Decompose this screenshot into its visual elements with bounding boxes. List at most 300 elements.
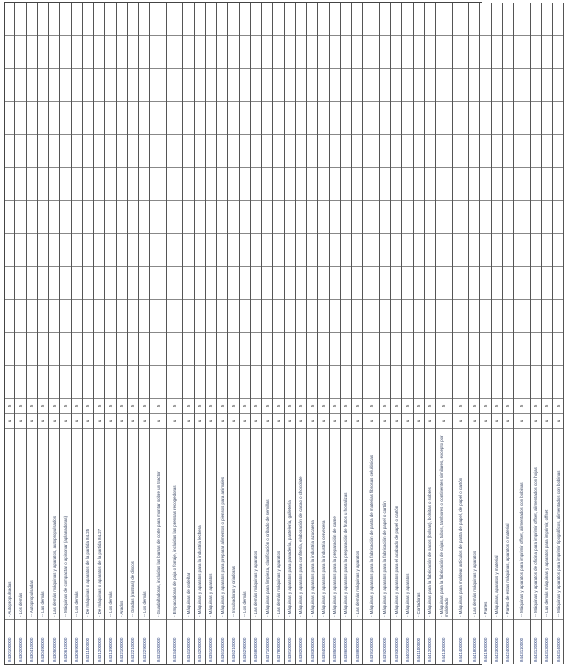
empty-cell <box>228 266 238 299</box>
empty-cell <box>402 233 412 266</box>
empty-cell <box>195 332 205 365</box>
empty-cell <box>503 266 513 299</box>
rate-cell: 5 <box>514 398 530 413</box>
empty-cell <box>38 35 48 68</box>
empty-cell <box>414 233 424 266</box>
description-cell: - Empacadoras de paja o forraje, incluidas las prensas recogedoras <box>167 428 183 619</box>
rate-cell: 5 <box>167 398 183 413</box>
empty-cell <box>217 365 227 398</box>
empty-cell <box>352 233 362 266</box>
empty-cell <box>83 365 93 398</box>
empty-cell <box>514 200 530 233</box>
empty-cell <box>15 200 25 233</box>
empty-cell <box>453 365 469 398</box>
unit-cell: u <box>273 413 283 428</box>
empty-cell <box>49 167 59 200</box>
empty-cell <box>330 3 340 35</box>
rate-cell: 5 <box>94 398 104 413</box>
table-row <box>318 3 329 664</box>
tariff-code-cell: 8438100000 <box>285 619 295 664</box>
empty-cell <box>414 365 424 398</box>
tariff-code-cell: 8438800000 <box>352 619 362 664</box>
empty-cell <box>49 266 59 299</box>
empty-cell <box>436 167 452 200</box>
empty-cell <box>5 332 14 365</box>
table-row <box>330 3 341 664</box>
empty-cell <box>469 167 479 200</box>
empty-cell <box>318 365 328 398</box>
table-row <box>469 3 480 664</box>
empty-cell <box>425 35 435 68</box>
empty-cell <box>150 3 166 35</box>
empty-cell <box>139 101 149 134</box>
empty-cell <box>453 266 469 299</box>
empty-cell <box>83 3 93 35</box>
tariff-code-cell: 8441400000 <box>453 619 469 664</box>
unit-cell: u <box>228 413 238 428</box>
table-row <box>363 3 380 664</box>
empty-cell <box>402 200 412 233</box>
empty-cell <box>49 332 59 365</box>
empty-cell <box>318 332 328 365</box>
description-cell: - Máquinas y aparatos para la industria cervecera <box>318 428 328 619</box>
empty-cell <box>330 167 340 200</box>
rate-cell: 5 <box>251 398 261 413</box>
empty-cell <box>83 299 93 332</box>
table-row <box>83 3 94 664</box>
rate-cell: 5 <box>296 398 306 413</box>
empty-cell <box>15 299 25 332</box>
empty-cell <box>38 134 48 167</box>
empty-cell <box>380 101 390 134</box>
empty-cell <box>436 134 452 167</box>
empty-cell <box>195 266 205 299</box>
empty-cell <box>195 35 205 68</box>
empty-cell <box>273 266 283 299</box>
empty-cell <box>49 101 59 134</box>
empty-cell <box>228 134 238 167</box>
empty-cell <box>228 167 238 200</box>
empty-cell <box>183 365 193 398</box>
empty-cell <box>273 35 283 68</box>
empty-cell <box>27 134 37 167</box>
empty-cell <box>330 68 340 101</box>
rate-cell: 5 <box>480 398 490 413</box>
empty-cell <box>105 299 115 332</box>
empty-cell <box>60 134 70 167</box>
table-row <box>105 3 116 664</box>
empty-cell <box>5 167 14 200</box>
unit-cell: u <box>391 413 401 428</box>
empty-cell <box>38 266 48 299</box>
empty-cell <box>453 233 469 266</box>
empty-cell <box>150 167 166 200</box>
empty-cell <box>492 200 502 233</box>
rate-cell: 5 <box>553 398 563 413</box>
empty-cell <box>217 332 227 365</box>
empty-cell <box>94 332 104 365</box>
table-row <box>514 3 531 664</box>
empty-cell <box>363 365 379 398</box>
empty-cell <box>240 101 250 134</box>
description-cell: - Las demás máquinas y aparatos <box>352 428 362 619</box>
table-row <box>553 3 564 664</box>
description-cell: - Máquinas y aparatos para preparar alimentos o piensos para animales <box>217 428 227 619</box>
empty-cell <box>15 233 25 266</box>
rate-cell: 5 <box>352 398 362 413</box>
empty-cell <box>15 266 25 299</box>
tariff-code-cell: 8431390000 <box>105 619 115 664</box>
empty-cell <box>117 35 127 68</box>
empty-cell <box>285 35 295 68</box>
rate-cell: 5 <box>273 398 283 413</box>
table-row <box>38 3 49 664</box>
unit-cell: u <box>15 413 25 428</box>
empty-cell <box>167 332 183 365</box>
empty-cell <box>414 299 424 332</box>
table-row <box>228 3 239 664</box>
empty-cell <box>330 200 340 233</box>
empty-cell <box>514 3 530 35</box>
empty-cell <box>94 68 104 101</box>
table-row <box>139 3 150 664</box>
unit-cell: u <box>240 413 250 428</box>
empty-cell <box>228 200 238 233</box>
empty-cell <box>391 266 401 299</box>
tariff-code-cell: 8438600000 <box>341 619 351 664</box>
table-row <box>492 3 503 664</box>
empty-cell <box>38 299 48 332</box>
empty-cell <box>217 167 227 200</box>
empty-cell <box>60 332 70 365</box>
rate-cell: 5 <box>60 398 70 413</box>
empty-cell <box>49 134 59 167</box>
empty-cell <box>341 68 351 101</box>
empty-cell <box>514 233 530 266</box>
table-row <box>217 3 228 664</box>
empty-cell <box>341 35 351 68</box>
empty-cell <box>240 266 250 299</box>
empty-cell <box>402 101 412 134</box>
rate-cell: 5 <box>469 398 479 413</box>
empty-cell <box>251 266 261 299</box>
empty-cell <box>307 332 317 365</box>
unit-cell: u <box>117 413 127 428</box>
empty-cell <box>72 266 82 299</box>
tariff-code-cell: 8430490000 <box>38 619 48 664</box>
empty-cell <box>480 134 490 167</box>
tariff-code-cell: 8431200000 <box>94 619 104 664</box>
empty-cell <box>480 68 490 101</box>
empty-cell <box>262 266 272 299</box>
empty-cell <box>453 200 469 233</box>
unit-cell: u <box>542 413 552 428</box>
empty-cell <box>117 200 127 233</box>
empty-cell <box>128 200 138 233</box>
unit-cell: u <box>206 413 216 428</box>
empty-cell <box>436 299 452 332</box>
empty-cell <box>262 299 272 332</box>
empty-cell <box>330 233 340 266</box>
empty-cell <box>128 167 138 200</box>
description-cell: - Partes de estas máquinas, aparatos o material <box>503 428 513 619</box>
empty-cell <box>206 35 216 68</box>
empty-cell <box>195 3 205 35</box>
description-cell: - Máquinas, aparatos y material <box>492 428 502 619</box>
empty-cell <box>380 365 390 398</box>
empty-cell <box>436 365 452 398</box>
rate-cell: 5 <box>542 398 552 413</box>
empty-cell <box>117 233 127 266</box>
rate-cell: 5 <box>105 398 115 413</box>
empty-cell <box>352 35 362 68</box>
description-cell: - Máquinas y aparatos para panadería, pastelería, galletería <box>285 428 295 619</box>
empty-cell <box>492 299 502 332</box>
empty-cell <box>117 101 127 134</box>
description-cell: - Máquinas y aparatos para la preparación de carne <box>330 428 340 619</box>
empty-cell <box>503 200 513 233</box>
empty-cell <box>514 332 530 365</box>
empty-cell <box>5 101 14 134</box>
tariff-code-cell: 8441800000 <box>469 619 479 664</box>
tariff-code-cell: 8440100000 <box>402 619 412 664</box>
empty-cell <box>363 299 379 332</box>
empty-cell <box>296 68 306 101</box>
rate-cell: 5 <box>139 398 149 413</box>
empty-cell <box>150 68 166 101</box>
description-cell: -- Los demás <box>240 428 250 619</box>
unit-cell: u <box>296 413 306 428</box>
tariff-code-cell: 8439300000 <box>391 619 401 664</box>
empty-cell <box>402 134 412 167</box>
empty-cell <box>425 200 435 233</box>
tariff-code-cell: 8430610000 <box>60 619 70 664</box>
empty-cell <box>105 35 115 68</box>
empty-cell <box>542 233 552 266</box>
empty-cell <box>167 299 183 332</box>
empty-cell <box>352 134 362 167</box>
empty-cell <box>251 35 261 68</box>
empty-cell <box>330 266 340 299</box>
rate-cell: 5 <box>49 398 59 413</box>
empty-cell <box>262 200 272 233</box>
empty-cell <box>363 233 379 266</box>
unit-cell: u <box>150 413 166 428</box>
empty-cell <box>330 365 340 398</box>
empty-cell <box>553 266 563 299</box>
table-row <box>240 3 251 664</box>
description-cell: - Las demás máquinas y aparatos <box>251 428 261 619</box>
rate-cell: 5 <box>83 398 93 413</box>
empty-cell <box>469 266 479 299</box>
empty-cell <box>425 68 435 101</box>
empty-cell <box>262 68 272 101</box>
empty-cell <box>402 266 412 299</box>
empty-cell <box>469 233 479 266</box>
empty-cell <box>60 233 70 266</box>
empty-cell <box>240 167 250 200</box>
empty-cell <box>307 365 317 398</box>
empty-cell <box>94 3 104 35</box>
empty-cell <box>206 365 216 398</box>
empty-cell <box>503 101 513 134</box>
empty-cell <box>273 3 283 35</box>
empty-cell <box>425 266 435 299</box>
empty-cell <box>217 266 227 299</box>
empty-cell <box>49 233 59 266</box>
empty-cell <box>307 233 317 266</box>
empty-cell <box>425 167 435 200</box>
empty-cell <box>240 200 250 233</box>
empty-cell <box>206 101 216 134</box>
rate-cell: 5 <box>38 398 48 413</box>
empty-cell <box>285 3 295 35</box>
empty-cell <box>330 134 340 167</box>
table-row <box>380 3 391 664</box>
empty-cell <box>72 332 82 365</box>
empty-cell <box>167 233 183 266</box>
description-cell: - Máquinas de ordeñar <box>183 428 193 619</box>
description-cell: - Cortadoras <box>414 428 424 619</box>
tariff-code-cell: 8436210000 <box>228 619 238 664</box>
empty-cell <box>480 266 490 299</box>
description-cell: -- Gradas (rastras) de discos <box>128 428 138 619</box>
empty-cell <box>5 200 14 233</box>
empty-cell <box>425 3 435 35</box>
unit-cell: u <box>318 413 328 428</box>
empty-cell <box>469 134 479 167</box>
empty-cell <box>425 233 435 266</box>
empty-cell <box>436 68 452 101</box>
empty-cell <box>262 233 272 266</box>
empty-cell <box>553 200 563 233</box>
rate-cell: 5 <box>285 398 295 413</box>
empty-cell <box>469 200 479 233</box>
empty-cell <box>492 68 502 101</box>
empty-cell <box>285 266 295 299</box>
empty-cell <box>273 101 283 134</box>
empty-cell <box>341 299 351 332</box>
rate-cell: 5 <box>436 398 452 413</box>
empty-cell <box>183 134 193 167</box>
empty-cell <box>105 101 115 134</box>
empty-cell <box>307 200 317 233</box>
empty-cell <box>402 68 412 101</box>
empty-cell <box>503 134 513 167</box>
empty-cell <box>352 167 362 200</box>
description-cell: -- Máquinas y aparatos de oficina para imprimir offset, alimentados con hojas <box>531 428 541 619</box>
empty-cell <box>150 35 166 68</box>
empty-cell <box>150 134 166 167</box>
tariff-code-cell: 8430410000 <box>27 619 37 664</box>
description-cell: - Guadañadoras, incluidas las barras de corte para montar sobre un tractor <box>150 428 166 619</box>
unit-cell: u <box>49 413 59 428</box>
empty-cell <box>228 299 238 332</box>
empty-cell <box>425 101 435 134</box>
empty-cell <box>352 3 362 35</box>
description-cell: - Arados <box>117 428 127 619</box>
table-row <box>206 3 217 664</box>
empty-cell <box>414 200 424 233</box>
tariff-code-cell: 8438300000 <box>307 619 317 664</box>
empty-cell <box>380 167 390 200</box>
empty-cell <box>240 134 250 167</box>
empty-cell <box>514 134 530 167</box>
empty-cell <box>414 101 424 134</box>
empty-cell <box>480 299 490 332</box>
empty-cell <box>531 35 541 68</box>
empty-cell <box>139 68 149 101</box>
empty-cell <box>150 101 166 134</box>
rate-cell: 5 <box>380 398 390 413</box>
empty-cell <box>128 299 138 332</box>
empty-cell <box>402 35 412 68</box>
empty-cell <box>380 233 390 266</box>
empty-cell <box>318 167 328 200</box>
empty-cell <box>542 101 552 134</box>
empty-cell <box>531 200 541 233</box>
empty-cell <box>94 200 104 233</box>
empty-cell <box>49 68 59 101</box>
empty-cell <box>352 365 362 398</box>
empty-cell <box>195 68 205 101</box>
rate-cell: 5 <box>492 398 502 413</box>
description-cell: - Las demás máquinas y aparatos <box>273 428 283 619</box>
empty-cell <box>105 3 115 35</box>
empty-cell <box>296 233 306 266</box>
empty-cell <box>167 200 183 233</box>
empty-cell <box>15 134 25 167</box>
empty-cell <box>542 365 552 398</box>
empty-cell <box>531 332 541 365</box>
empty-cell <box>217 35 227 68</box>
empty-cell <box>72 134 82 167</box>
empty-cell <box>206 200 216 233</box>
tariff-code-cell: 8441200000 <box>425 619 435 664</box>
unit-cell: u <box>195 413 205 428</box>
unit-cell: u <box>139 413 149 428</box>
rate-cell: 5 <box>117 398 127 413</box>
empty-cell <box>503 233 513 266</box>
rate-cell: 5 <box>414 398 424 413</box>
empty-cell <box>15 167 25 200</box>
empty-cell <box>38 68 48 101</box>
tariff-code-cell: 8431100000 <box>83 619 93 664</box>
empty-cell <box>228 101 238 134</box>
empty-cell <box>402 332 412 365</box>
empty-cell <box>15 101 25 134</box>
empty-cell <box>318 101 328 134</box>
empty-cell <box>105 332 115 365</box>
empty-cell <box>195 233 205 266</box>
empty-cell <box>380 332 390 365</box>
unit-cell: u <box>453 413 469 428</box>
table-row <box>27 3 38 664</box>
empty-cell <box>341 233 351 266</box>
empty-cell <box>307 101 317 134</box>
empty-cell <box>480 233 490 266</box>
description-cell: -- Autopropulsadas <box>27 428 37 619</box>
empty-cell <box>363 68 379 101</box>
empty-cell <box>240 332 250 365</box>
empty-cell <box>139 134 149 167</box>
empty-cell <box>380 68 390 101</box>
empty-cell <box>60 365 70 398</box>
description-cell: -- Máquinas de compactar o apisonar (aplanadoras) <box>60 428 70 619</box>
empty-cell <box>128 266 138 299</box>
rate-cell: 5 <box>150 398 166 413</box>
empty-cell <box>307 68 317 101</box>
